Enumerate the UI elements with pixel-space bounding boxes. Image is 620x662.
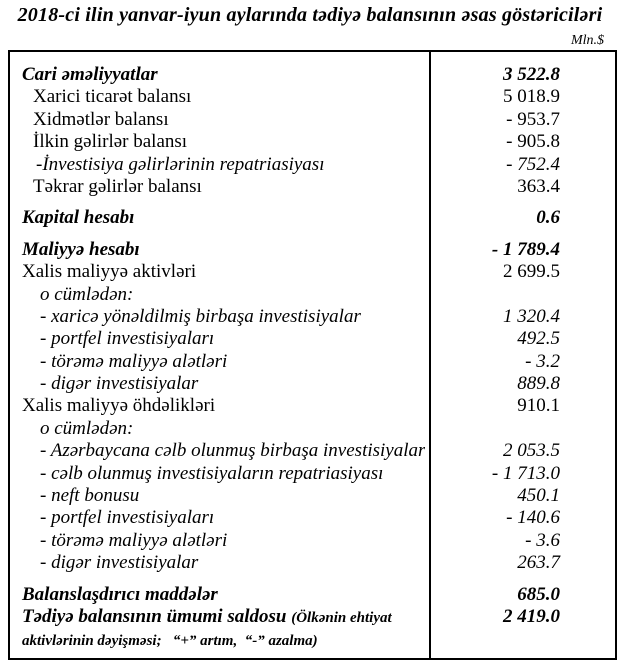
table-row	[10, 485, 615, 507]
row-value: 889.8	[517, 373, 560, 395]
row-value: 685.0	[517, 583, 560, 605]
balance-of-payments-table	[8, 50, 617, 660]
row-label: -İnvestisiya gəlirlərinin repatriasiyası	[36, 153, 325, 175]
row-value: - 140.6	[506, 507, 560, 529]
row-label: Xalis maliyyə aktivləri	[22, 261, 197, 283]
table-row	[10, 64, 615, 86]
row-label: - cəlb olunmuş investisiyaların repatriasiyası	[40, 462, 384, 484]
row-value: - 1 713.0	[491, 462, 560, 484]
row-value: - 3.2	[525, 350, 560, 372]
row-value: 263.7	[517, 552, 560, 574]
row-value: 363.4	[517, 175, 560, 197]
row-label: o cümlədən:	[40, 283, 134, 305]
page	[0, 3, 620, 660]
table-row	[10, 284, 615, 306]
page-title: 2018-ci ilin yanvar-iyun aylarında tədiyə balansının əsas göstəriciləri	[17, 4, 603, 26]
row-label: - digər investisiyalar	[40, 552, 199, 574]
row-label: - Azərbaycana cəlb olunmuş birbaşa investisiyalar	[40, 440, 425, 462]
table-row	[10, 328, 615, 350]
row-label: Təkrar gəlirlər balansı	[33, 175, 202, 197]
row-value: 450.1	[517, 485, 560, 507]
row-label: Xarici ticarət balansı	[33, 86, 192, 108]
row-label	[10, 198, 425, 207]
row-label: Kapital hesabı	[22, 207, 135, 229]
table-row	[10, 584, 615, 606]
table-row	[10, 131, 615, 153]
row-value	[425, 230, 615, 239]
row-value: - 953.7	[506, 108, 560, 130]
row-label: Maliyyə hesabı	[22, 238, 140, 260]
row-value: 2 699.5	[503, 261, 560, 283]
table-row	[10, 373, 615, 395]
row-value: 5 018.9	[503, 86, 560, 108]
row-value: 492.5	[517, 328, 560, 350]
row-label: - portfel investisiyaları	[40, 328, 215, 350]
table-row	[10, 395, 615, 417]
row-value: 2 053.5	[503, 440, 560, 462]
row-label: Balanslaşdırıcı maddələr	[22, 583, 218, 605]
spacer-row	[10, 575, 615, 584]
row-label: o cümlədən:	[40, 417, 134, 439]
row-value	[425, 418, 615, 440]
row-value	[425, 575, 615, 584]
row-value: 2 419.0	[503, 605, 560, 627]
spacer-row	[10, 230, 615, 239]
row-label: - törəmə maliyyə alətləri	[40, 529, 228, 551]
row-label	[10, 230, 425, 239]
table-row	[10, 552, 615, 574]
table-row	[10, 239, 615, 261]
row-value	[425, 198, 615, 207]
table-row	[10, 109, 615, 131]
row-label: Xidmətlər balansı	[33, 108, 169, 130]
row-label: - digər investisiyalar	[40, 373, 199, 395]
column-divider	[429, 52, 431, 658]
spacer-row	[10, 198, 615, 207]
table-row	[10, 261, 615, 283]
table-row	[10, 207, 615, 229]
table-row-total	[10, 606, 615, 652]
row-label: Cari əməliyyatlar	[22, 64, 158, 85]
table-row	[10, 351, 615, 373]
row-value: 3 522.8	[503, 64, 560, 85]
table-row	[10, 530, 615, 552]
row-value: - 905.8	[506, 131, 560, 153]
table-rows	[10, 64, 615, 606]
unit-label: Mln.$	[570, 33, 604, 48]
row-value: 0.6	[536, 207, 560, 229]
table-row	[10, 154, 615, 176]
table-row	[10, 418, 615, 440]
total-label-note: (Ölkənin ehtiyat aktivlərinin dəyişməsi; “+” artım, “-” azalma)	[22, 609, 392, 649]
row-value: 1 320.4	[503, 305, 560, 327]
row-label: İlkin gəlirlər balansı	[33, 131, 188, 153]
table-row	[10, 86, 615, 108]
row-value: 910.1	[517, 395, 560, 417]
table-row	[10, 507, 615, 529]
row-label: - xaricə yönəldilmiş birbaşa investisiyalar	[40, 305, 361, 327]
total-label-main: Tədiyə balansının ümumi saldosu	[22, 605, 287, 627]
row-value	[425, 284, 615, 306]
row-label	[10, 606, 425, 652]
row-label: - neft bonusu	[40, 485, 140, 507]
row-label: - portfel investisiyaları	[40, 507, 215, 529]
row-value: - 3.6	[525, 529, 560, 551]
row-label	[10, 575, 425, 584]
row-value: - 1 789.4	[491, 238, 560, 260]
table-row	[10, 463, 615, 485]
row-value: - 752.4	[506, 153, 560, 175]
table-row	[10, 176, 615, 198]
table-row	[10, 440, 615, 462]
table-row	[10, 306, 615, 328]
row-label: - törəmə maliyyə alətləri	[40, 350, 228, 372]
row-label: Xalis maliyyə öhdəlikləri	[22, 395, 216, 417]
